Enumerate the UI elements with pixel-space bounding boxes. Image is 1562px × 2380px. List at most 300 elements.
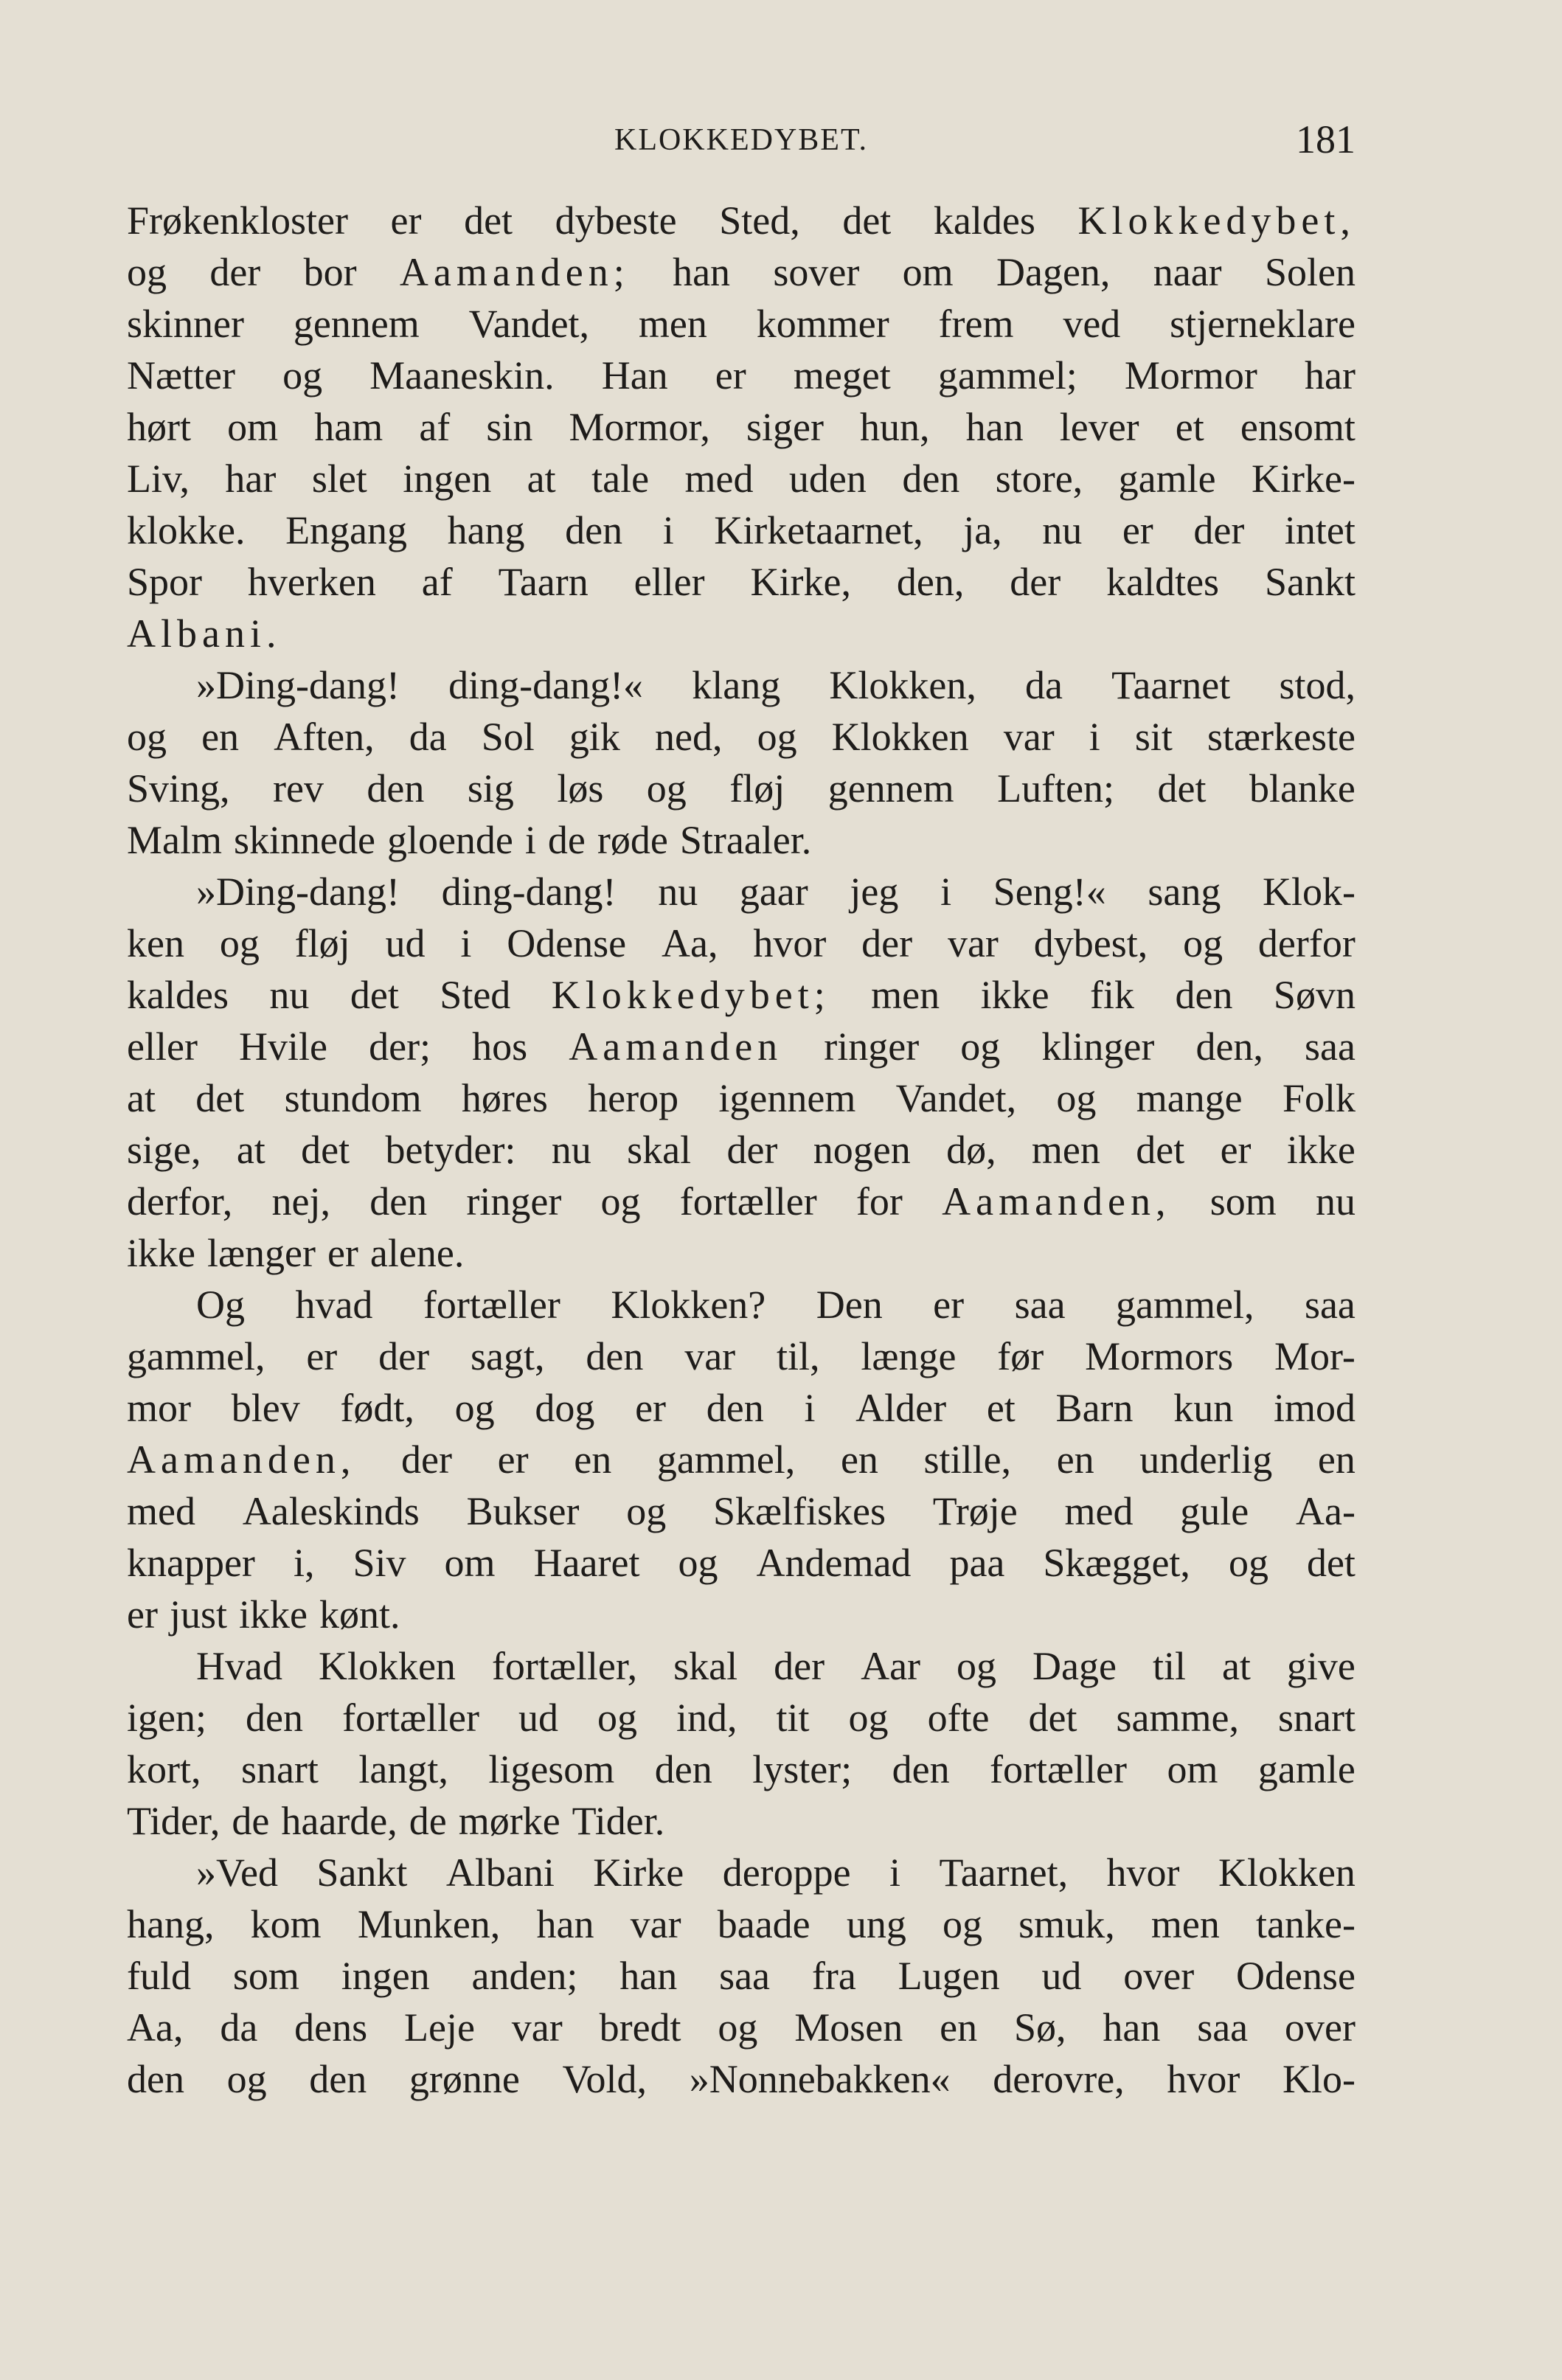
- word: det: [350, 973, 399, 1017]
- word: Folk: [1282, 1076, 1356, 1120]
- word: ingen: [341, 1954, 430, 1998]
- word: fortæller: [423, 1283, 560, 1327]
- word: ind,: [676, 1696, 737, 1740]
- word: Albani: [445, 1850, 555, 1895]
- word: uden: [788, 457, 867, 501]
- word: er: [327, 1231, 358, 1275]
- word: kom: [250, 1902, 322, 1946]
- word: »Nonnebakken«: [689, 2057, 951, 2101]
- word: Luften;: [997, 766, 1115, 811]
- word: dø,: [946, 1128, 996, 1172]
- word: snart: [240, 1747, 319, 1791]
- word: har: [1304, 353, 1356, 398]
- word: baade: [717, 1902, 810, 1946]
- text-line: [127, 453, 1356, 504]
- word: og: [127, 250, 167, 294]
- word: med: [127, 1489, 195, 1533]
- word: Munken,: [357, 1902, 501, 1946]
- word: deroppe: [722, 1850, 851, 1895]
- word: er: [390, 198, 422, 243]
- word: der: [774, 1644, 825, 1688]
- word: til: [1152, 1644, 1186, 1688]
- word: klokke.: [127, 508, 246, 552]
- word: siger: [746, 405, 824, 449]
- text-line: [127, 1227, 1356, 1279]
- word: ud: [385, 921, 426, 965]
- word: Aamanden,: [942, 1179, 1171, 1224]
- word: før: [997, 1334, 1044, 1378]
- word: da: [1025, 663, 1063, 707]
- word: Kirke: [593, 1850, 684, 1895]
- word: Leje: [404, 2005, 475, 2050]
- word: det: [842, 198, 892, 243]
- word: da: [409, 715, 447, 759]
- word: et: [986, 1386, 1016, 1430]
- word: kun: [1173, 1386, 1234, 1430]
- word: om: [902, 250, 954, 294]
- word: af: [419, 405, 451, 449]
- word: ingen: [403, 457, 492, 501]
- text-line: [127, 969, 1356, 1021]
- word: er: [1220, 1128, 1252, 1172]
- text-line: [127, 1176, 1356, 1227]
- word: og: [1228, 1541, 1268, 1585]
- word: over: [1123, 1954, 1195, 1998]
- word: igennem: [718, 1076, 856, 1120]
- word: saa: [719, 1954, 771, 1998]
- word: med: [684, 457, 754, 501]
- word: naar: [1153, 250, 1222, 294]
- word: og: [1183, 921, 1223, 965]
- word: Taarnet,: [939, 1850, 1069, 1895]
- word: er: [635, 1386, 667, 1430]
- word: »Ved: [196, 1850, 278, 1895]
- word: fløj: [729, 766, 785, 811]
- word: Odense: [507, 921, 627, 965]
- word: nej,: [271, 1179, 330, 1224]
- word: Vandet,: [895, 1076, 1017, 1120]
- text-line: [127, 350, 1356, 401]
- word: høres: [461, 1076, 548, 1120]
- word: og: [678, 1541, 718, 1585]
- word: blanke: [1249, 766, 1356, 811]
- word: Klokken,: [829, 663, 976, 707]
- word: Albani.: [127, 611, 282, 656]
- word: og: [282, 353, 323, 398]
- word: samme,: [1116, 1696, 1239, 1740]
- word: igen;: [127, 1696, 206, 1740]
- word: gennem: [293, 302, 420, 346]
- word: Aamanden;: [399, 250, 630, 294]
- word: om: [1167, 1747, 1218, 1791]
- word: og: [454, 1386, 495, 1430]
- word: fortæller: [679, 1179, 817, 1224]
- word: ja,: [963, 508, 1002, 552]
- word: Skægget,: [1043, 1541, 1190, 1585]
- word: sang: [1148, 870, 1221, 914]
- word: hvad: [295, 1283, 373, 1327]
- word: nu: [551, 1128, 591, 1172]
- word: gammel,: [656, 1437, 796, 1482]
- word: Mor-: [1274, 1334, 1356, 1378]
- word: er: [933, 1283, 965, 1327]
- word: Straaler.: [679, 818, 812, 862]
- text-line: [127, 608, 1356, 659]
- word: i,: [293, 1541, 315, 1585]
- word: »Ding-dang!: [196, 870, 400, 914]
- word: er: [127, 1592, 158, 1637]
- word: alene.: [369, 1231, 465, 1275]
- text-line: [127, 1589, 1356, 1640]
- word: jeg: [850, 870, 899, 914]
- word: gule: [1180, 1489, 1249, 1533]
- word: der: [726, 1128, 778, 1172]
- word: ved: [1063, 302, 1121, 346]
- word: og: [757, 715, 797, 759]
- word: grønne: [409, 2057, 520, 2101]
- word: haarde,: [281, 1799, 398, 1843]
- word: hang,: [127, 1902, 215, 1946]
- word: kort,: [127, 1747, 201, 1791]
- word: Malm: [127, 818, 222, 862]
- text-line: [127, 1021, 1356, 1072]
- word: ding-dang!«: [448, 663, 644, 707]
- word: derfor: [1257, 921, 1356, 965]
- word: saa: [1304, 1283, 1356, 1327]
- text-line: [127, 195, 1356, 246]
- word: og: [848, 1696, 889, 1740]
- word: Trøje: [932, 1489, 1018, 1533]
- word: han: [1103, 2005, 1161, 2050]
- word: hun,: [860, 405, 930, 449]
- word: ringer: [824, 1024, 920, 1069]
- text-line: [127, 763, 1356, 814]
- word: kommer: [756, 302, 889, 346]
- word: frem: [938, 302, 1014, 346]
- word: Aa,: [127, 2005, 184, 2050]
- word: nu: [269, 973, 310, 1017]
- word: Aaleskinds: [242, 1489, 420, 1533]
- text-line: [127, 556, 1356, 608]
- word: intet: [1284, 508, 1356, 552]
- word: ikke: [980, 973, 1049, 1017]
- word: var: [947, 921, 999, 965]
- word: imod: [1273, 1386, 1356, 1430]
- word: i: [940, 870, 952, 914]
- word: har: [225, 457, 277, 501]
- word: i: [889, 1850, 901, 1895]
- word: at: [1221, 1644, 1251, 1688]
- word: og: [127, 715, 167, 759]
- word: Aa,: [662, 921, 718, 965]
- word: der: [1193, 508, 1245, 552]
- running-head: [127, 117, 1356, 168]
- text-line: [127, 1072, 1356, 1124]
- word: rev: [273, 766, 324, 811]
- word: er: [497, 1437, 529, 1482]
- word: ud: [518, 1696, 558, 1740]
- word: Klo-: [1282, 2057, 1356, 2101]
- word: det: [464, 198, 513, 243]
- text-line: [127, 401, 1356, 453]
- word: i: [662, 508, 674, 552]
- word: Seng!«: [993, 870, 1106, 914]
- word: dog: [535, 1386, 595, 1430]
- text-line: [127, 1692, 1356, 1744]
- word: en: [201, 715, 240, 759]
- word: og: [957, 1644, 997, 1688]
- word: tit: [776, 1696, 810, 1740]
- word: stod,: [1279, 663, 1356, 707]
- word: de: [232, 1799, 270, 1843]
- word: Klokkedybet,: [1077, 198, 1356, 243]
- word: var: [684, 1334, 736, 1378]
- text-line: [127, 1795, 1356, 1847]
- word: Aamanden: [569, 1024, 783, 1069]
- word: Haaret: [533, 1541, 640, 1585]
- text-line: [127, 246, 1356, 298]
- text-line: [127, 1537, 1356, 1589]
- word: Maaneskin.: [369, 353, 555, 398]
- word: nogen: [813, 1128, 911, 1172]
- text-line: [127, 711, 1356, 763]
- word: gennem: [827, 766, 954, 811]
- word: var: [511, 2005, 563, 2050]
- word: den: [565, 508, 623, 552]
- word: ham: [314, 405, 383, 449]
- text-line: [127, 1847, 1356, 1898]
- text-line: [127, 2002, 1356, 2053]
- word: af: [421, 560, 453, 604]
- word: de: [409, 1799, 447, 1843]
- word: det: [301, 1128, 350, 1172]
- word: ikke: [127, 1231, 195, 1275]
- word: Mosen: [794, 2005, 903, 2050]
- word: store,: [995, 457, 1083, 501]
- word: derfor,: [127, 1179, 233, 1224]
- text-line: [127, 1898, 1356, 1950]
- word: give: [1286, 1644, 1356, 1688]
- word: hørt: [127, 405, 191, 449]
- word: ung: [846, 1902, 906, 1946]
- word: smuk,: [1018, 1902, 1115, 1946]
- word: fløj: [294, 921, 350, 965]
- word: ikke: [238, 1592, 308, 1637]
- word: Og: [196, 1283, 245, 1327]
- word: Vold,: [562, 2057, 648, 2101]
- word: røde: [597, 818, 668, 862]
- word: sige,: [127, 1128, 201, 1172]
- word: Engang: [285, 508, 408, 552]
- word: den: [246, 1696, 303, 1740]
- word: knapper: [127, 1541, 255, 1585]
- word: Klokken: [831, 715, 969, 759]
- word: hvor: [1106, 1850, 1180, 1895]
- word: ikke: [1286, 1128, 1356, 1172]
- word: Aamanden,: [127, 1437, 356, 1482]
- word: Andemad: [756, 1541, 912, 1585]
- word: den,: [896, 560, 965, 604]
- word: Søvn: [1273, 973, 1356, 1017]
- word: mange: [1136, 1076, 1243, 1120]
- word: sin: [486, 405, 533, 449]
- word: Sted,: [719, 198, 800, 243]
- word: den: [902, 457, 960, 501]
- word: dybeste: [555, 198, 677, 243]
- word: der;: [369, 1024, 431, 1069]
- word: der: [209, 250, 261, 294]
- word: fik: [1090, 973, 1135, 1017]
- word: Sol: [481, 715, 535, 759]
- word: Dagen,: [996, 250, 1111, 294]
- word: Klokken: [318, 1644, 456, 1688]
- word: gammel;: [937, 353, 1077, 398]
- word: født,: [340, 1386, 414, 1430]
- word: den,: [1195, 1024, 1263, 1069]
- word: er: [1122, 508, 1153, 552]
- word: Skælfiskes: [712, 1489, 886, 1533]
- word: Den: [816, 1283, 883, 1327]
- word: skinner: [127, 302, 244, 346]
- word: længer: [206, 1231, 316, 1275]
- word: ding-dang!: [441, 870, 617, 914]
- word: hang: [447, 508, 525, 552]
- word: stundom: [284, 1076, 422, 1120]
- word: en: [1317, 1437, 1356, 1482]
- word: Mormors: [1085, 1334, 1234, 1378]
- word: til,: [777, 1334, 820, 1378]
- word: gamle: [1118, 457, 1216, 501]
- word: klinger: [1041, 1024, 1155, 1069]
- word: den: [892, 1747, 950, 1791]
- word: Hvile: [239, 1024, 328, 1069]
- word: Bukser: [466, 1489, 580, 1533]
- text-line: [127, 1640, 1356, 1692]
- word: Aften,: [274, 715, 375, 759]
- text-line: [127, 1279, 1356, 1330]
- word: blev: [231, 1386, 300, 1430]
- word: Klokkedybet;: [551, 973, 830, 1017]
- word: de: [547, 818, 586, 862]
- word: en: [1056, 1437, 1094, 1482]
- word: kaldes: [933, 198, 1035, 243]
- word: stjerneklare: [1170, 302, 1356, 346]
- word: om: [227, 405, 279, 449]
- word: der: [1010, 560, 1061, 604]
- word: om: [444, 1541, 496, 1585]
- word: bor: [303, 250, 357, 294]
- word: Mormor,: [569, 405, 710, 449]
- word: Lugen: [898, 1954, 1000, 1998]
- word: Siv: [353, 1541, 406, 1585]
- word: ud: [1041, 1954, 1082, 1998]
- word: er: [715, 353, 746, 398]
- word: et: [1175, 405, 1204, 449]
- word: som: [1209, 1179, 1277, 1224]
- word: og: [219, 921, 260, 965]
- word: langt,: [358, 1747, 448, 1791]
- word: længe: [861, 1334, 957, 1378]
- word: Mormor: [1124, 353, 1257, 398]
- word: lever: [1059, 405, 1139, 449]
- word: gammel,: [127, 1334, 265, 1378]
- text-line: [127, 814, 1356, 866]
- word: det: [1136, 1128, 1185, 1172]
- word: Kirke-: [1252, 457, 1356, 501]
- word: gik: [569, 715, 620, 759]
- word: Klok-: [1263, 870, 1356, 914]
- word: mor: [127, 1386, 191, 1430]
- word: Frøkenkloster: [127, 198, 348, 243]
- word: sig: [467, 766, 514, 811]
- text-line: [127, 866, 1356, 917]
- word: Aa-: [1296, 1489, 1356, 1533]
- word: er: [306, 1334, 338, 1378]
- word: fra: [811, 1954, 856, 1998]
- word: Klokken?: [611, 1283, 766, 1327]
- text-line: [127, 1382, 1356, 1434]
- word: nu: [1315, 1179, 1356, 1224]
- word: der: [378, 1334, 430, 1378]
- word: men: [1031, 1128, 1100, 1172]
- word: klang: [692, 663, 781, 707]
- word: da: [220, 2005, 258, 2050]
- word: paa: [949, 1541, 1005, 1585]
- word: og: [226, 2057, 267, 2101]
- word: Kirke,: [750, 560, 851, 604]
- word: den: [367, 766, 425, 811]
- word: det: [195, 1076, 245, 1120]
- word: just: [169, 1592, 227, 1637]
- word: »Ding-dang!: [196, 663, 400, 707]
- word: gammel,: [1116, 1283, 1254, 1327]
- text-line: [127, 1950, 1356, 2002]
- word: Sving,: [127, 766, 230, 811]
- word: sover: [773, 250, 860, 294]
- word: var: [1003, 715, 1055, 759]
- word: den: [309, 2057, 367, 2101]
- word: kønt.: [319, 1592, 400, 1637]
- word: for: [855, 1179, 903, 1224]
- word: det: [1028, 1696, 1077, 1740]
- word: Sted: [440, 973, 511, 1017]
- word: Aar: [861, 1644, 921, 1688]
- word: i: [460, 921, 472, 965]
- word: en: [840, 1437, 878, 1482]
- word: men: [1150, 1902, 1220, 1946]
- word: gloende: [386, 818, 513, 862]
- word: og: [600, 1179, 641, 1224]
- word: Barn: [1055, 1386, 1134, 1430]
- word: den: [706, 1386, 764, 1430]
- text-line: [127, 504, 1356, 556]
- word: snart: [1278, 1696, 1356, 1740]
- word: og: [597, 1696, 637, 1740]
- text-line: [127, 2053, 1356, 2105]
- word: at: [127, 1076, 156, 1120]
- word: meget: [793, 353, 891, 398]
- word: og: [1056, 1076, 1097, 1120]
- word: løs: [557, 766, 604, 811]
- word: tanke-: [1256, 1902, 1356, 1946]
- word: herop: [588, 1076, 679, 1120]
- word: nu: [658, 870, 698, 914]
- word: nu: [1042, 508, 1083, 552]
- word: ned,: [655, 715, 723, 759]
- word: Taarnet: [1111, 663, 1231, 707]
- word: sit: [1134, 715, 1173, 759]
- word: men: [638, 302, 707, 346]
